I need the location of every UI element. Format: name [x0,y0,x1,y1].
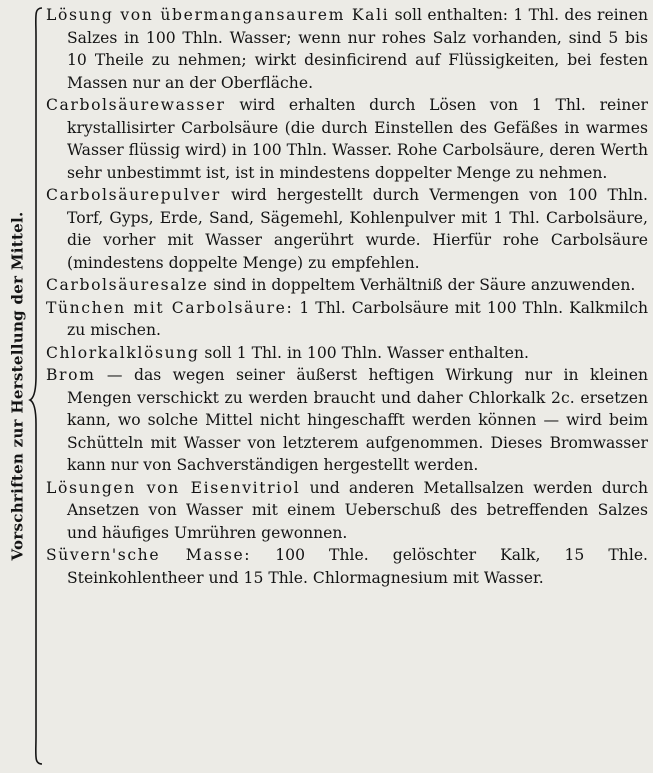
curly-brace-icon [28,6,44,766]
entry-lead: Lösung von übermangansaurem Kali [46,6,390,24]
entry-lead: Lösungen von Eisenvitriol [46,478,301,497]
entry-chlorinated-lime [46,342,648,365]
entry-bromine [46,364,648,477]
entry-text: 100 Thle. gelöschter Kalk, 15 Thle. Steinkohlentheer und 15 Thle. Chlormagnesium mit Wasser. [67,546,649,587]
entry-whitewash [46,297,648,342]
entry-text: sind in doppeltem Verhältniß der Säure anzuwenden. [208,276,636,294]
entry-text: wird hergestellt durch Vermengen von 100 Thln. Torf, Gyps, Erde, Sand, Sägemehl, Kohlenpulver mit 1 Thl. Carbolsäure, die vorher mit Wasser angerührt wurde. Hierfür rohe Carbolsäure (mindestens doppelte Menge) zu empfehlen. [67,186,648,272]
instructions-list [46,4,648,589]
entry-text: soll enthalten: 1 Thl. des reinen Salzes in 100 Thln. Wasser; wenn nur rohes Salz vorhanden, sind 5 bis 10 Theile zu nehmen; wirkt desinficirend auf Flüssigkeiten, bei festen Massen nur an der Oberfläche. [67,6,648,92]
entry-carbolic-salts [46,274,648,297]
entry-lead: Süvern'sche Masse: [46,546,252,564]
side-heading-text: Vorschriften zur Herstellung der Mittel. [9,211,27,561]
entry-lead: Carbolsäurepulver [46,186,221,204]
entry-permanganate [46,4,648,94]
entry-carbolic-water [46,94,648,184]
entry-lead: Chlorkalklösung [46,343,200,362]
side-heading [6,8,30,764]
entry-lead: Tünchen mit Carbolsäure: [46,298,294,317]
entry-text: soll 1 Thl. in 100 Thln. Wasser enthalten. [199,343,530,362]
entry-suvern-mass [46,544,648,589]
entry-lead: Carbolsäurewasser [46,96,226,114]
entry-iron-vitriol [46,477,648,545]
entry-lead: Brom [46,366,96,384]
entry-lead: Carbolsäuresalze [46,276,209,294]
entry-text: wird erhalten durch Lösen von 1 Thl. reiner krystallisirter Carbolsäure (die durch Einstellen des Gefäßes in warmes Wasser flüssig wird) in 100 Thln. Wasser. Rohe Carbolsäure, deren Werth sehr unbestimmt ist, ist in mindestens doppelter Menge zu nehmen. [67,96,648,182]
entry-text: und anderen Metallsalzen werden durch Ansetzen von Wasser mit einem Ueberschuß des betreffenden Salzes und häufiges Umrühren gewonnen. [67,478,648,542]
entry-text: 1 Thl. Carbolsäure mit 100 Thln. Kalkmilch zu mischen. [67,298,648,339]
entry-carbolic-powder [46,184,648,274]
entry-text: — das wegen seiner äußerst heftigen Wirkung nur in kleinen Mengen verschickt zu werden braucht und daher Chlorkalk 2c. ersetzen kann, wo solche Mittel nicht hingeschafft werden können — wird beim Schütteln mit Wasser von letzterem aufgenommen. Dieses Bromwasser kann nur von Sachverständigen hergestellt werden. [67,366,648,474]
